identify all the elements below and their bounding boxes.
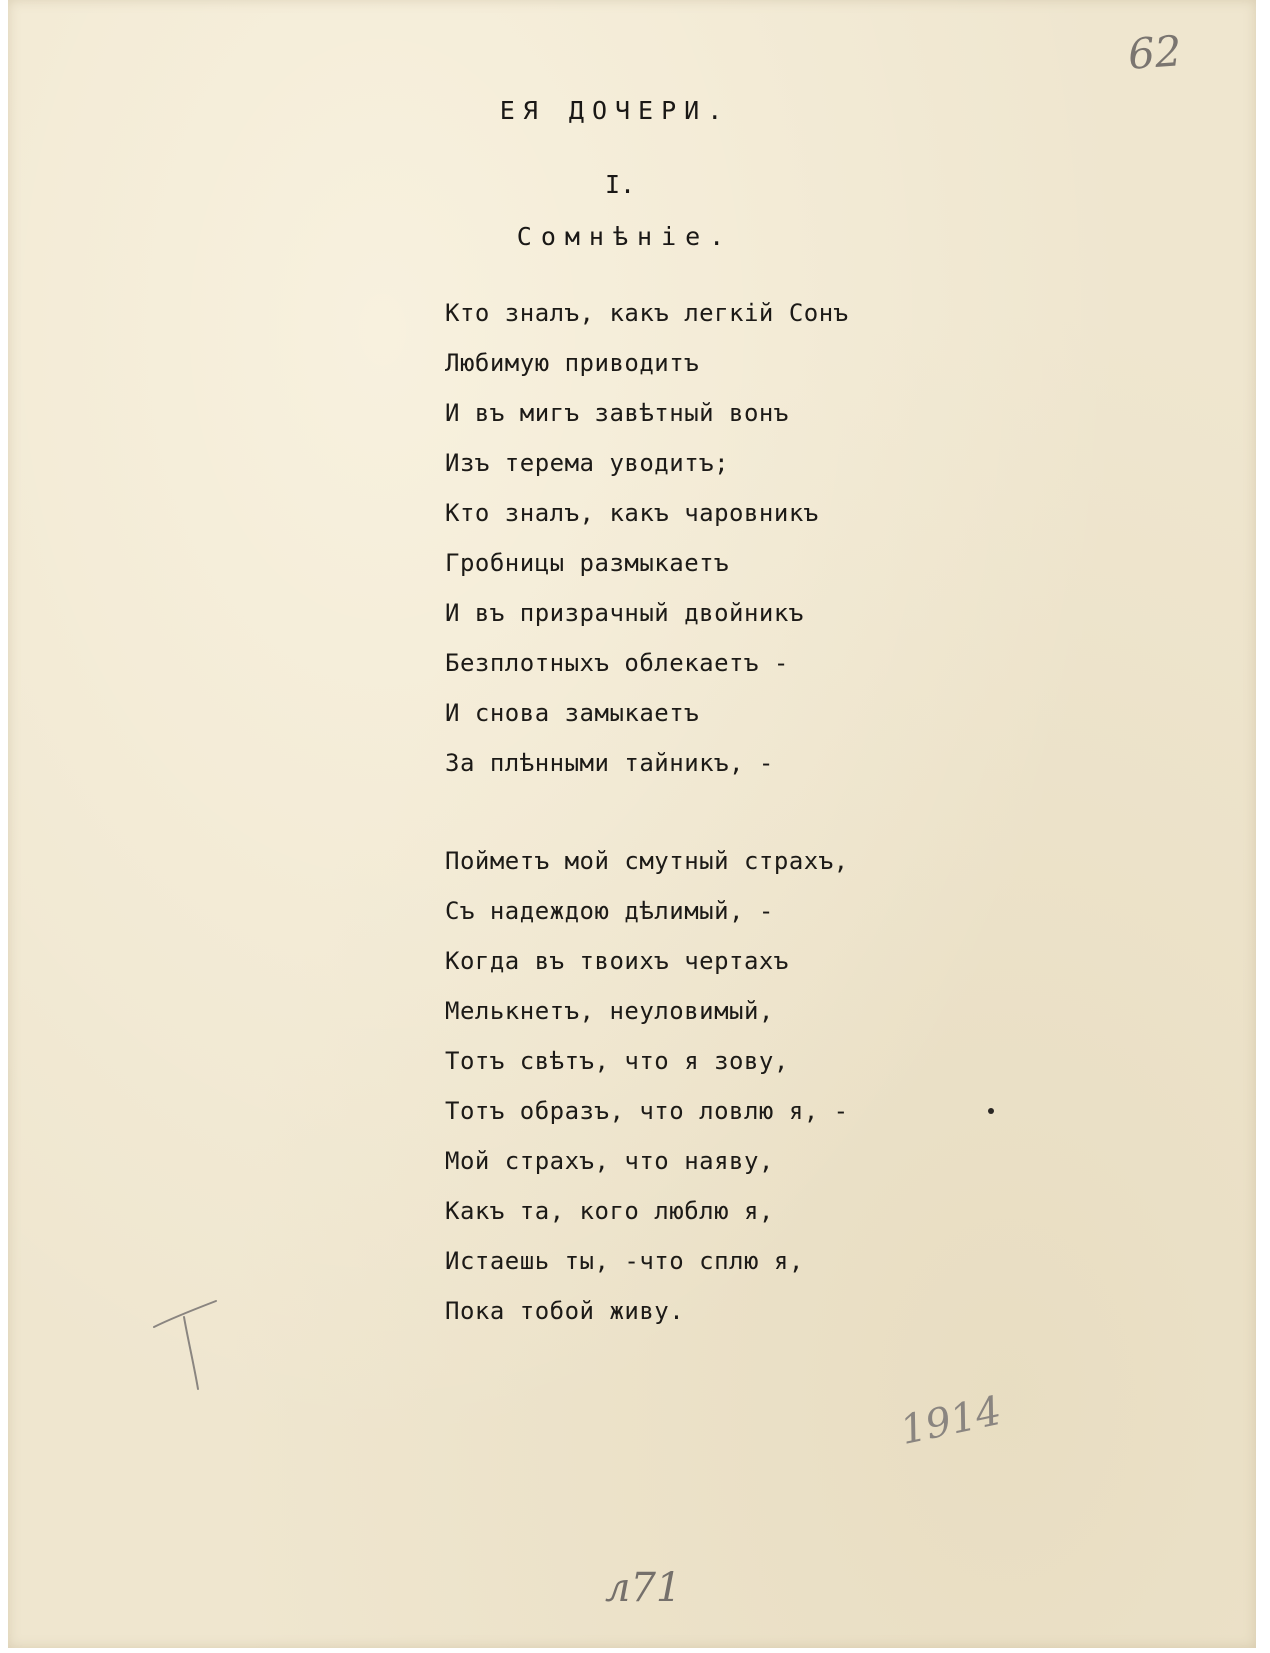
poem-line: Тотъ свѣтъ, что я зову, — [445, 1047, 789, 1075]
poem-line: И въ призрачный двойникъ — [445, 599, 804, 627]
archive-number: л71 — [605, 1565, 682, 1611]
poem-line: Пока тобой живу. — [445, 1297, 685, 1325]
poem-line: Истаешь ты, -что сплю я, — [445, 1247, 804, 1275]
poem-title: ЕЯ ДОЧЕРИ. — [499, 96, 731, 125]
poem-line: Безплотныхъ облекаетъ - — [445, 649, 789, 677]
poem-line: Кто зналъ, какъ легкій Сонъ — [445, 299, 849, 327]
poem-line: Мелькнетъ, неуловимый, — [445, 997, 774, 1025]
pencil-tick-mark — [150, 1285, 230, 1395]
stanza-1 — [445, 288, 849, 788]
stanza-2 — [445, 836, 849, 1336]
poem-line: Гробницы размыкаетъ — [445, 549, 730, 577]
section-number: I. — [604, 170, 636, 199]
poem-line: Когда въ твоихъ чертахъ — [445, 947, 789, 975]
poem-line: Какъ та, кого люблю я, — [445, 1197, 774, 1225]
poem-line: Любимую приводитъ — [445, 349, 700, 377]
poem-line: За плѣнными тайникъ, - — [445, 749, 774, 777]
poem-line: Изъ терема уводитъ; — [445, 449, 730, 477]
poem-line: И снова замыкаетъ — [445, 699, 700, 727]
poem-subtitle: Сомнѣніе. — [516, 222, 734, 251]
poem-line: Мой страхъ, что наяву, — [445, 1147, 774, 1175]
ink-dot — [988, 1108, 994, 1114]
poem-line: Съ надеждою дѣлимый, - — [445, 897, 774, 925]
poem-line: Тотъ образъ, что ловлю я, - — [445, 1097, 849, 1125]
poem-line: И въ мигъ завѣтный вонъ — [445, 399, 789, 427]
handwritten-year: 1914 — [896, 1387, 1006, 1455]
poem-line: Пойметъ мой смутный страхъ, — [445, 847, 849, 875]
poem-line: Кто зналъ, какъ чаровникъ — [445, 499, 819, 527]
page-number: 62 — [1126, 26, 1184, 79]
